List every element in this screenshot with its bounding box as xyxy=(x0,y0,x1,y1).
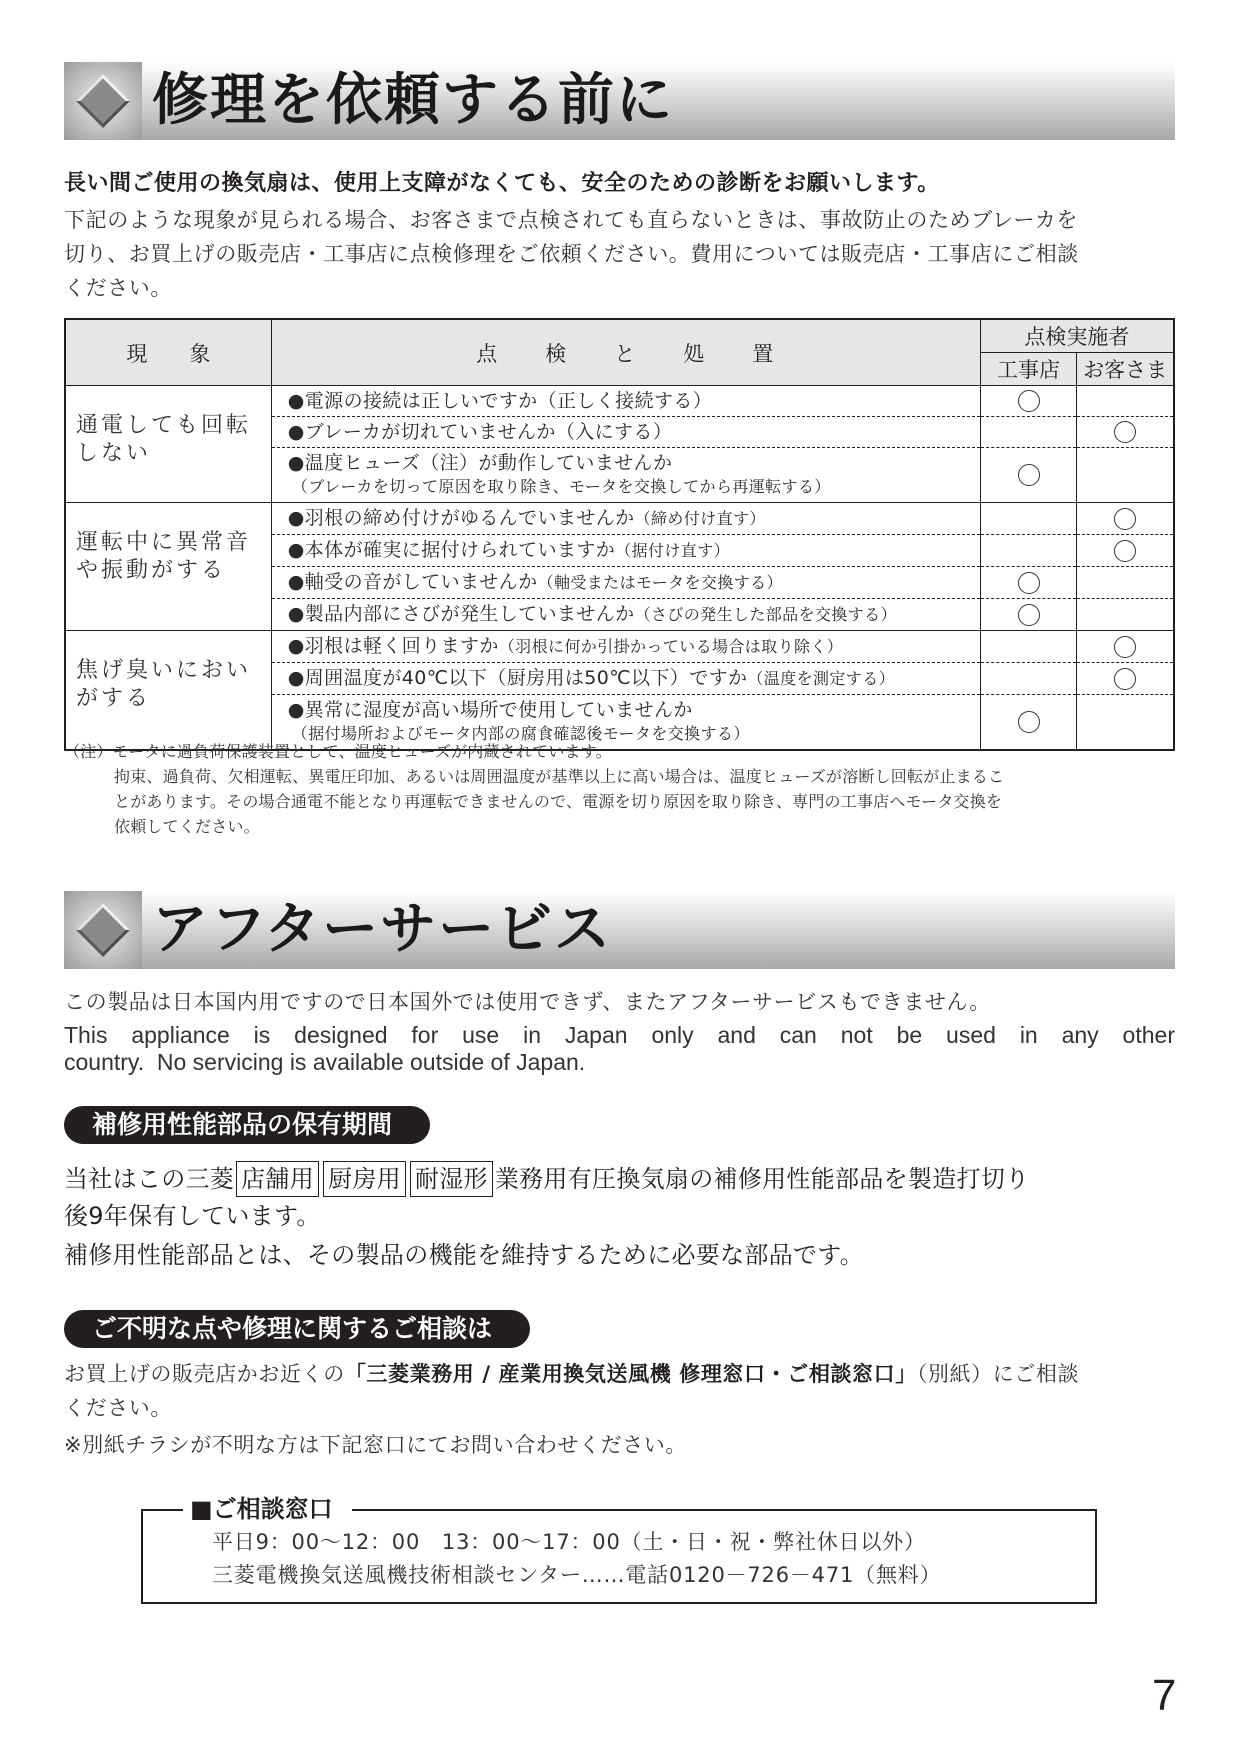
parts-text: 業務用有圧換気扇の補修用性能部品を製造打切り xyxy=(494,1165,1030,1193)
customer-mark xyxy=(1077,535,1174,567)
check-item: ●温度ヒューズ（注）が動作していませんか （ブレーカを切って原因を取り除き、モータを交換してから再運転する） xyxy=(271,448,980,503)
customer-mark xyxy=(1077,386,1174,417)
consult-text: （別紙）にご相談 xyxy=(916,1362,1080,1386)
table-row xyxy=(65,631,1174,663)
header-contractor: 工事店 xyxy=(980,353,1077,386)
section-header-repair xyxy=(64,62,1175,140)
footnote-line: 依頼してください。 xyxy=(114,817,260,836)
troubleshooting-table xyxy=(64,318,1175,751)
jp-notice: この製品は日本国内用ですので日本国外では使用できず、またアフターサービスもできません。 xyxy=(64,990,991,1014)
intro-paragraph xyxy=(64,203,1179,305)
contractor-mark xyxy=(980,631,1077,663)
parts-text: 後9年保有しています。 xyxy=(64,1202,321,1230)
consult-text: ※別紙チラシが不明な方は下記窓口にてお問い合わせください。 xyxy=(64,1433,687,1457)
parts-paragraph xyxy=(64,1161,1029,1273)
contact-box-border xyxy=(141,1509,183,1511)
diamond-icon xyxy=(64,891,142,969)
contact-phone: 三菱電機換気送風機技術相談センター……電話0120－726－471（無料） xyxy=(212,1563,942,1587)
phenomenon-line: 通電しても回転 xyxy=(76,413,252,438)
header-inspector: 点検実施者 xyxy=(980,319,1174,353)
parts-text: 当社はこの三菱 xyxy=(64,1165,235,1193)
circle-mark-icon xyxy=(1114,636,1136,658)
circle-mark-icon xyxy=(1114,668,1136,690)
customer-mark xyxy=(1077,417,1174,448)
phenomenon-cell xyxy=(65,503,271,631)
check-item: ●羽根の締め付けがゆるんでいませんか（締め付け直す） xyxy=(271,503,980,535)
contractor-mark xyxy=(980,567,1077,599)
consult-text: ください。 xyxy=(64,1396,172,1420)
check-item: ●本体が確実に据付けられていますか（据付け直す） xyxy=(271,535,980,567)
contractor-mark xyxy=(980,663,1077,695)
phenomenon-line: 焦げ臭いにおい xyxy=(76,658,252,683)
table-row xyxy=(65,386,1174,417)
en-notice-line: This appliance is designed for use in Japan only and can not be used in any other xyxy=(64,1022,1175,1048)
check-item: ●羽根は軽く回りますか（羽根に何か引掛かっている場合は取り除く） xyxy=(271,631,980,663)
contractor-mark xyxy=(980,599,1077,631)
header-customer: お客さま xyxy=(1077,353,1174,386)
consultation-badge: ご不明な点や修理に関するご相談は xyxy=(64,1310,530,1348)
intro-line: 切り、お買上げの販売店・工事店に点検修理をご依頼ください。費用については販売店・工事店にご相談 xyxy=(64,242,1079,266)
circle-mark-icon xyxy=(1018,464,1040,486)
circle-mark-icon xyxy=(1114,421,1136,443)
check-item: ●製品内部にさびが発生していませんか（さびの発生した部品を交換する） xyxy=(271,599,980,631)
parts-text: 補修用性能部品とは、その製品の機能を維持するために必要な部品です。 xyxy=(64,1241,864,1269)
customer-mark xyxy=(1077,663,1174,695)
customer-mark xyxy=(1077,503,1174,535)
phenomenon-line: や振動がする xyxy=(76,558,227,583)
contractor-mark xyxy=(980,503,1077,535)
intro-line: 下記のような現象が見られる場合、お客さまで点検されても直らないときは、事故防止のためブレーカを xyxy=(64,208,1078,232)
contact-hours: 平日9：00～12：00 13：00～17：00（土・日・祝・弊社休日以外） xyxy=(212,1530,926,1554)
check-item: ●電源の接続は正しいですか（正しく接続する） xyxy=(271,386,980,417)
footnote-label: （注） xyxy=(64,742,113,761)
consult-paragraph xyxy=(64,1357,1079,1462)
phenomenon-cell xyxy=(65,386,271,503)
phenomenon-line: しない xyxy=(76,441,152,466)
boxed-term-store: 店舗用 xyxy=(236,1161,319,1197)
circle-mark-icon xyxy=(1018,572,1040,594)
phenomenon-line: がする xyxy=(76,686,152,711)
consult-text: お買上げの販売店かお近くの xyxy=(64,1362,345,1386)
boxed-term-kitchen: 厨房用 xyxy=(323,1161,406,1197)
contractor-mark xyxy=(980,448,1077,503)
circle-mark-icon xyxy=(1018,604,1040,626)
circle-mark-icon xyxy=(1018,711,1040,733)
contractor-mark xyxy=(980,417,1077,448)
phenomenon-cell xyxy=(65,631,271,751)
circle-mark-icon xyxy=(1114,508,1136,530)
table-row xyxy=(65,503,1174,535)
section-title: アフターサービス xyxy=(152,897,613,962)
intro-line: ください。 xyxy=(64,276,172,300)
circle-mark-icon xyxy=(1114,540,1136,562)
section-header-after-service xyxy=(64,891,1175,969)
contractor-mark xyxy=(980,535,1077,567)
check-item: ●軸受の音がしていませんか（軸受またはモータを交換する） xyxy=(271,567,980,599)
check-item: ●異常に湿度が高い場所で使用していませんか （据付場所およびモータ内部の腐食確認後モータを交換する） xyxy=(271,695,980,751)
consult-window-name: 「三菱業務用 / 産業用換気送風機 修理窓口・ご相談窓口」 xyxy=(344,1362,917,1386)
footnote-line: 拘束、過負荷、欠相運転、異電圧印加、あるいは周囲温度が基準以上に高い場合は、温度ヒューズが溶断し回転が止まるこ xyxy=(114,767,1005,786)
circle-mark-icon xyxy=(1018,390,1040,412)
customer-mark xyxy=(1077,448,1174,503)
phenomenon-line: 運転中に異常音 xyxy=(76,530,252,555)
boxed-term-humidity: 耐湿形 xyxy=(410,1161,493,1197)
customer-mark xyxy=(1077,631,1174,663)
contractor-mark xyxy=(980,386,1077,417)
section-title: 修理を依頼する前に xyxy=(152,68,674,133)
customer-mark xyxy=(1077,567,1174,599)
contact-box-border xyxy=(352,1509,1095,1511)
check-item: ●ブレーカが切れていませんか（入にする） xyxy=(271,417,980,448)
footnote xyxy=(64,739,1179,839)
parts-retention-badge: 補修用性能部品の保有期間 xyxy=(64,1106,430,1144)
customer-mark xyxy=(1077,599,1174,631)
header-phenomenon: 現 象 xyxy=(65,319,271,386)
page-number: 7 xyxy=(1152,1671,1177,1720)
en-notice-line: country. No servicing is available outside of Japan. xyxy=(64,1049,586,1075)
check-item: ●周囲温度が40℃以下（厨房用は50℃以下）ですか（温度を測定する） xyxy=(271,663,980,695)
lead-text: 長い間ご使用の換気扇は、使用上支障がなくても、安全のための診断をお願いします。 xyxy=(64,171,940,196)
footnote-line: モータに過負荷保護装置として、温度ヒューズが内蔵されています。 xyxy=(112,742,612,761)
footnote-line: とがあります。その場合通電不能となり再運転できませんので、電源を切り原因を取り除き、専門の工事店へモータ交換を xyxy=(114,792,1003,811)
header-action: 点 検 と 処 置 xyxy=(271,319,980,386)
diamond-icon xyxy=(64,62,142,140)
contact-title: ■ご相談窓口 xyxy=(190,1492,333,1526)
